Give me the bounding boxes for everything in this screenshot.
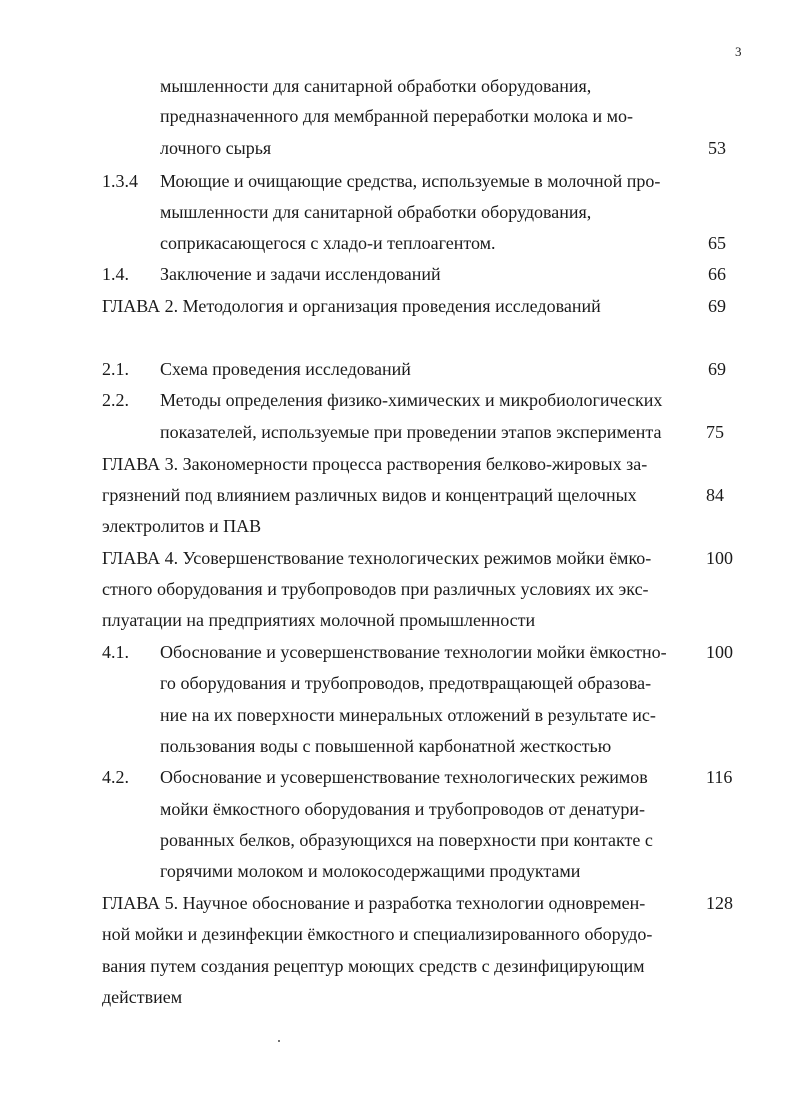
page-number: 3 [735, 44, 742, 59]
scan-speck [278, 1040, 280, 1042]
toc-entry-line: плуатации на предприятиях молочной промышленности [102, 610, 536, 630]
toc-entry-page: 65 [708, 233, 726, 253]
toc-entry-number: 2.2. [102, 390, 129, 410]
toc-entry-line: горячими молоком и молокосодержащими продуктами [160, 861, 581, 881]
toc-entry-line: действием [102, 987, 183, 1007]
toc-entry-line: рованных белков, образующихся на поверхности при контакте с [160, 830, 653, 850]
toc-entry-line: стного оборудования и трубопроводов при различных условиях их экс- [102, 579, 649, 599]
toc-entry-line: ГЛАВА 3. Закономерности процесса растворения белково-жировых за- [102, 454, 648, 474]
toc-entry-page: 75 [706, 422, 724, 442]
toc-entry-page: 53 [708, 138, 726, 158]
toc-entry-line: мышленности для санитарной обработки оборудования, [160, 76, 592, 96]
toc-entry-line: вания путем создания рецептур моющих средств с дезинфицирующим [102, 956, 645, 976]
toc-entry-line: показателей, используемые при проведении этапов эксперимента [160, 422, 662, 442]
toc-entry-line: Моющие и очищающие средства, используемые в молочной про- [160, 171, 661, 191]
toc-entry-number: 1.3.4 [102, 171, 138, 191]
toc-entry-line: го оборудования и трубопроводов, предотвращающей образова- [160, 673, 652, 693]
toc-entry-number: 4.2. [102, 767, 129, 787]
toc-entry-line: ГЛАВА 5. Научное обоснование и разработка технологии одновремен- [102, 893, 646, 913]
toc-entry-line: предназначенного для мембранной переработки молока и мо- [160, 106, 634, 126]
toc-entry-number: 4.1. [102, 642, 129, 662]
toc-entry-page: 128 [706, 893, 733, 913]
toc-entry-line: Обоснование и усовершенствование технологии мойки ёмкостно- [160, 642, 667, 662]
toc-entry-page: 84 [706, 485, 724, 505]
toc-entry-line: ние на их поверхности минеральных отложений в результате ис- [160, 705, 656, 725]
toc-entry-line: мышленности для санитарной обработки оборудования, [160, 202, 592, 222]
toc-entry-number: 2.1. [102, 359, 129, 379]
toc-entry-page: 116 [706, 767, 733, 787]
toc-entry-line: грязнений под влиянием различных видов и концентраций щелочных [102, 485, 637, 505]
toc-entry-line: Схема проведения исследований [160, 359, 411, 379]
toc-entry-page: 100 [706, 548, 733, 568]
toc-entry-page: 69 [708, 296, 726, 316]
toc-entry-page: 66 [708, 264, 726, 284]
toc-entry-line: пользования воды с повышенной карбонатной жесткостью [160, 736, 612, 756]
toc-entry-number: 1.4. [102, 264, 129, 284]
toc-entry-line: электролитов и ПАВ [102, 516, 262, 536]
toc-entry-line: ГЛАВА 4. Усовершенствование технологических режимов мойки ёмко- [102, 548, 652, 568]
toc-entry-line: мойки ёмкостного оборудования и трубопроводов от денатури- [160, 799, 646, 819]
toc-entry-line: ной мойки и дезинфекции ёмкостного и специализированного оборудо- [102, 924, 653, 944]
toc-entry-line: лочного сырья [160, 138, 272, 158]
toc-entry-line: Методы определения физико-химических и микробиологических [160, 390, 663, 410]
toc-entry-line: ГЛАВА 2. Методология и организация проведения исследований [102, 296, 601, 316]
toc-entry-page: 100 [706, 642, 733, 662]
toc-entry-page: 69 [708, 359, 726, 379]
toc-entry-line: соприкасающегося с хладо-и теплоагентом. [160, 233, 496, 253]
toc-entry-line: Заключение и задачи исслендований [160, 264, 441, 284]
toc-entry-line: Обоснование и усовершенствование технологических режимов [160, 767, 648, 787]
